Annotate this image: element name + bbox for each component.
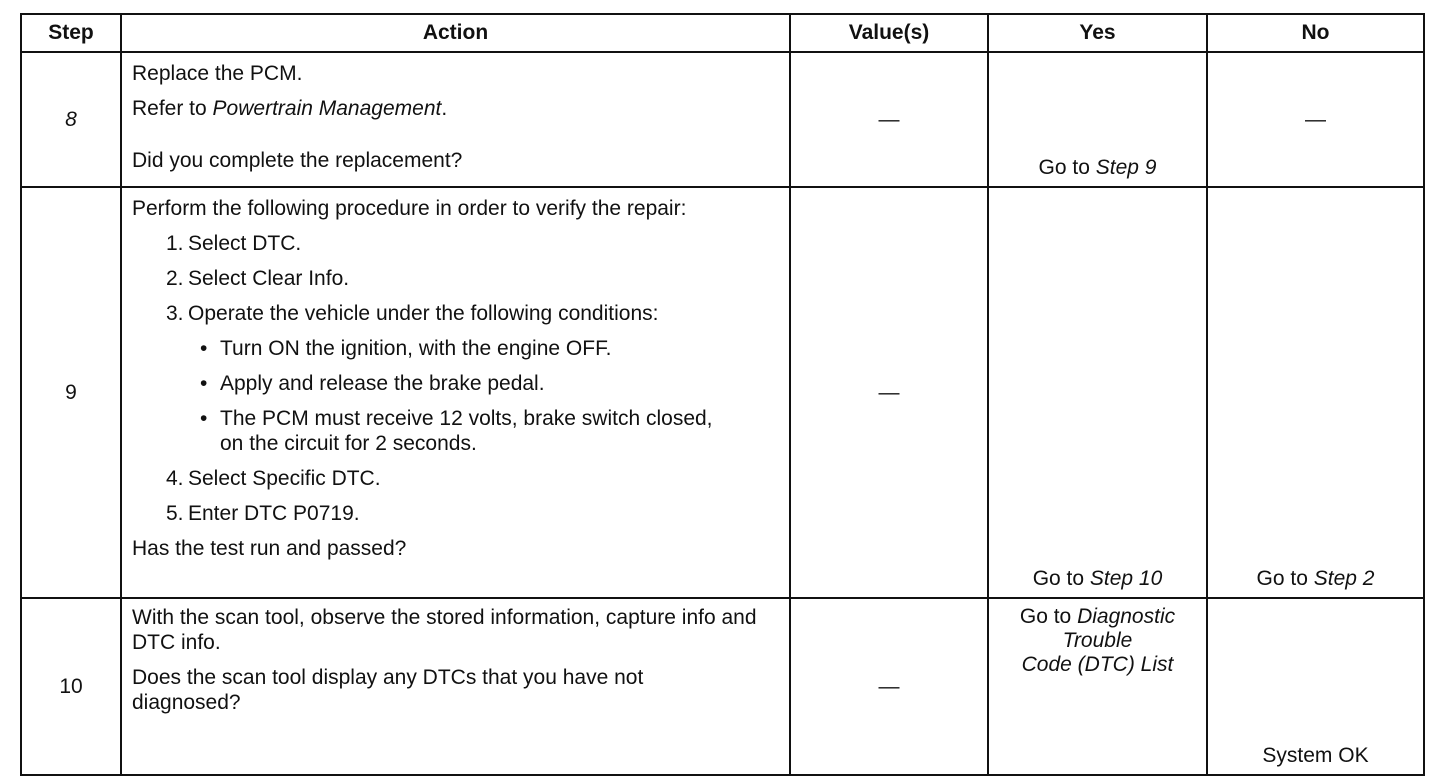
table-row-step-9 [21, 187, 1424, 598]
action-reference: Refer to Powertrain Management. [132, 97, 448, 120]
list-item: 4. Select Specific DTC. [166, 467, 381, 490]
list-item: • Turn ON the ignition, with the engine OFF. [200, 336, 779, 361]
yes-line-1: Go to Diagnostic [1019, 605, 1176, 628]
values-cell: — [790, 598, 988, 775]
step-number: 9 [21, 187, 121, 598]
diagnostic-table [20, 13, 1425, 776]
table-row-step-10 [21, 598, 1424, 775]
list-item: 2. Select Clear Info. [166, 267, 350, 290]
header-values: Value(s) [790, 14, 988, 52]
no-cell: Go to Step 2 [1207, 187, 1424, 598]
yes-line-2: Trouble [1062, 629, 1133, 652]
action-question: Does the scan tool display any DTCs that you have not diagnosed? [132, 666, 644, 714]
action-text: Replace the PCM. [132, 62, 303, 85]
values-cell: — [790, 187, 988, 598]
header-step: Step [21, 14, 121, 52]
header-action: Action [121, 14, 790, 52]
yes-cell: Go to Step 9 [988, 52, 1207, 187]
yes-cell: Go to Step 10 [988, 187, 1207, 598]
header-yes: Yes [988, 14, 1207, 52]
action-text: With the scan tool, observe the stored information, capture info and DTC info. [132, 606, 757, 654]
action-cell [121, 52, 790, 187]
action-question: Did you complete the replacement? [132, 149, 463, 172]
action-question: Has the test run and passed? [132, 537, 407, 560]
list-item: • The PCM must receive 12 volts, brake switch closed, on the circuit for 2 seconds. [200, 406, 740, 456]
no-cell: System OK [1207, 598, 1424, 775]
list-item: • Apply and release the brake pedal. [200, 371, 779, 396]
condition-list [188, 336, 779, 456]
action-cell [121, 187, 790, 598]
table-row-step-8 [21, 52, 1424, 187]
procedure-list [132, 231, 779, 526]
list-item: 1. Select DTC. [166, 232, 302, 255]
step-number: 8 [21, 52, 121, 187]
list-item: 5. Enter DTC P0719. [166, 502, 360, 525]
list-item: 3. Operate the vehicle under the following conditions: • Turn ON the ignition, with the engine OFF. • Apply and release the brake pedal. • The PCM must receive 12 volts, brake switch closed, on the circuit for 2 seconds. [166, 301, 779, 456]
header-no: No [1207, 14, 1424, 52]
action-intro: Perform the following procedure in order to verify the repair: [132, 197, 687, 220]
yes-line-3: Code (DTC) List [1021, 653, 1174, 676]
values-cell: — [790, 52, 988, 187]
no-cell: — [1207, 52, 1424, 187]
yes-cell [988, 598, 1207, 775]
step-number: 10 [21, 598, 121, 775]
header-row [21, 14, 1424, 52]
action-cell [121, 598, 790, 775]
